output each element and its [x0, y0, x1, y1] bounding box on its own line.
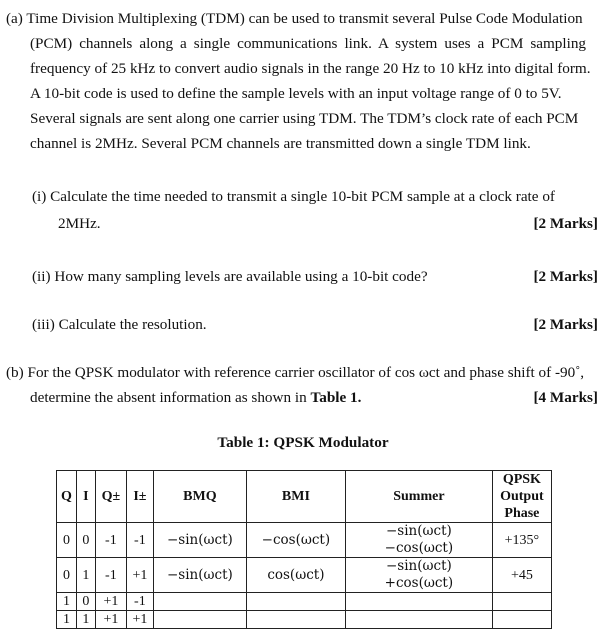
part-a-line: (PCM) channels along a single communications link. A system uses a PCM sampling: [30, 35, 587, 52]
header-qpsk-phase: QPSK Output Phase: [492, 471, 551, 523]
cell: -1: [126, 593, 153, 611]
question-ii-marks: [2 Marks]: [533, 268, 598, 285]
part-b-marks: [4 Marks]: [533, 389, 598, 406]
header-i: I: [76, 471, 95, 523]
table-caption: Table 1: QPSK Modulator: [217, 434, 389, 451]
cell: +1: [126, 611, 153, 629]
header-bmq: BMQ: [153, 471, 246, 523]
question-i-line1: (i) Calculate the time needed to transmit a single 10-bit PCM sample at a clock rate of: [32, 188, 555, 205]
part-a-line: channel is 2MHz. Several PCM channels are transmitted down a single TDM link.: [30, 135, 531, 152]
part-a-line: (a) Time Division Multiplexing (TDM) can be used to transmit several Pulse Code Modulation: [6, 10, 583, 27]
cell: 0: [57, 523, 77, 558]
cell-phase: +45: [492, 558, 551, 593]
cell: 1: [57, 611, 77, 629]
table-row: [57, 523, 552, 558]
cell-phase: [492, 611, 551, 629]
part-a-line: A 10-bit code is used to define the sample levels with an input voltage range of 0 to 5V.: [30, 85, 562, 102]
part-b-line1: (b) For the QPSK modulator with reference carrier oscillator of cos ωct and phase shift of -90˚,: [6, 364, 585, 381]
cell: 1: [76, 558, 95, 593]
table-row: [57, 611, 552, 629]
cell: +1: [126, 558, 153, 593]
cell-bmi: [246, 593, 345, 611]
table-reference: Table 1.: [310, 389, 362, 406]
question-iii: (iii) Calculate the resolution.: [32, 316, 207, 333]
part-a-line: frequency of 25 kHz to convert audio signals in the range 20 Hz to 10 kHz into digital form.: [30, 60, 591, 77]
part-a-paragraph: [6, 6, 602, 156]
cell: 1: [76, 611, 95, 629]
part-b-line2-text: determine the absent information as shown in: [30, 389, 311, 406]
cell-bmi: [246, 611, 345, 629]
header-i-pm: I±: [126, 471, 153, 523]
part-a-line: Several signals are sent along one carrier using TDM. The TDM’s clock rate of each PCM: [30, 110, 579, 127]
cell: -1: [95, 523, 126, 558]
qpsk-table: [56, 470, 552, 629]
cell-bmq: [153, 593, 246, 611]
cell: -1: [95, 558, 126, 593]
cell: +1: [95, 611, 126, 629]
cell: -1: [126, 523, 153, 558]
cell-bmi: −cos(ωct): [246, 523, 345, 558]
cell-bmq: [153, 611, 246, 629]
cell-summer: −sin(ωct) −cos(ωct): [345, 523, 492, 558]
cell: 0: [76, 593, 95, 611]
cell: +1: [95, 593, 126, 611]
header-q: Q: [57, 471, 77, 523]
question-ii: (ii) How many sampling levels are available using a 10-bit code?: [32, 268, 428, 285]
cell-summer: −sin(ωct) +cos(ωct): [345, 558, 492, 593]
cell-bmq: −sin(ωct): [153, 523, 246, 558]
header-bmi: BMI: [246, 471, 345, 523]
cell: 1: [57, 593, 77, 611]
cell-summer: [345, 593, 492, 611]
cell: 0: [57, 558, 77, 593]
question-i-marks: [2 Marks]: [533, 215, 598, 232]
header-q-pm: Q±: [95, 471, 126, 523]
cell-phase: [492, 593, 551, 611]
question-iii-marks: [2 Marks]: [533, 316, 598, 333]
cell-summer: [345, 611, 492, 629]
cell-bmq: −sin(ωct): [153, 558, 246, 593]
cell-phase: +135°: [492, 523, 551, 558]
table-row: [57, 593, 552, 611]
cell: 0: [76, 523, 95, 558]
table-header-row: [57, 471, 552, 523]
table-row: [57, 558, 552, 593]
question-i-line2: 2MHz.: [58, 215, 101, 232]
header-summer: Summer: [345, 471, 492, 523]
part-b-line2: [30, 389, 361, 407]
cell-bmi: cos(ωct): [246, 558, 345, 593]
